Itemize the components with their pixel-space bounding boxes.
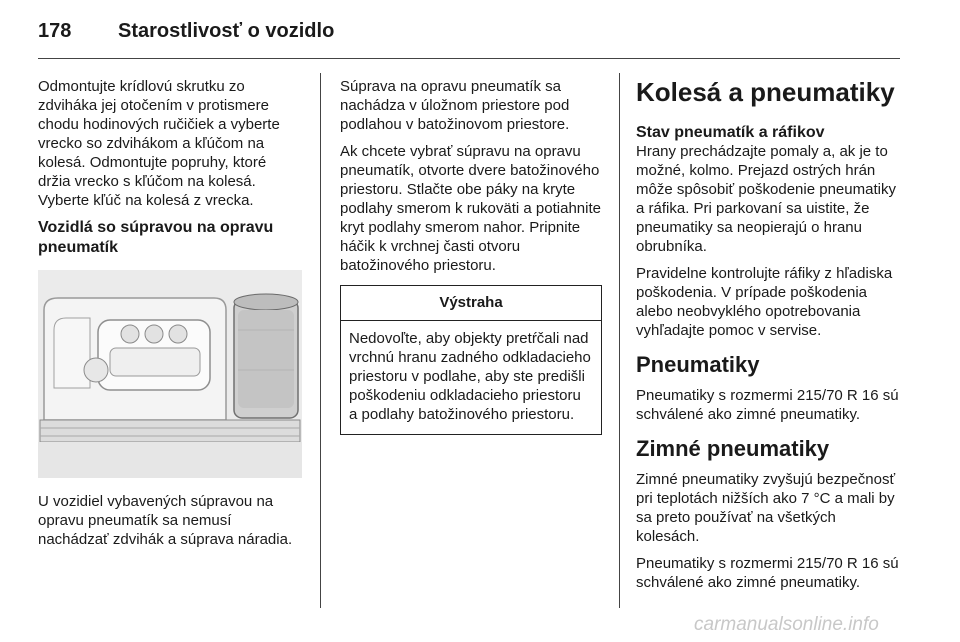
tire-repair-kit-figure <box>38 270 302 478</box>
heading-tires: Pneumatiky <box>636 352 760 377</box>
heading-winter-tires: Zimné pneumatiky <box>636 436 830 461</box>
rim-check-paragraph: Pravidelne kontrolujte ráfiky z hľadiska poškodenia. V prípade poškodenia alebo neobvyklého opotrebovania vyhľadajte pomoc v servise. <box>636 265 893 339</box>
winter-tires-paragraph: Zimné pneumatiky zvyšujú bezpečnosť pri teplotách nižších ako 7 °C a mali by sa preto používať na všetkých kolesách. <box>636 471 896 545</box>
kit-location-paragraph: Súprava na opravu pneumatík sa nachádza v úložnom priestore pod podlahou v batožinovom priestore. <box>340 78 570 133</box>
page-number: 178 <box>38 20 72 42</box>
column-divider-2 <box>619 73 620 608</box>
kit-removal-paragraph: Ak chcete vybrať súpravu na opravu pneumatík, otvorte dvere batožinového priestoru. Stlačte obe páky na kryte podlahy smerom k rukoväti a potiahnite kryt podlahy smerom nahor. Pripnite háčik k vrchnej časti otvoru batožinového priestoru. <box>340 143 601 274</box>
tire-repair-kit-illustration <box>38 270 302 478</box>
column-3 <box>636 77 902 600</box>
page-title: Starostlivosť o vozidlo <box>118 20 335 42</box>
repair-kit-paragraph: U vozidiel vybavených súpravou na opravu pneumatík sa nemusí nachádzať zdvihák a súprava náradia. <box>38 493 293 548</box>
column-1 <box>38 77 302 557</box>
repair-kit-heading: Vozidlá so súpravou na opravu pneumatík <box>38 219 274 256</box>
winter-tires-approved-paragraph: Pneumatiky s rozmermi 215/70 R 16 sú schválené ako zimné pneumatiky. <box>636 555 899 591</box>
jack-removal-paragraph: Odmontujte krídlovú skrutku zo zdviháka jej otočením v protismere chodu hodinových ručičiek a vyberte vrecko so zdvihákom a kľúčom na kolesá. Odmontujte popruhy, ktoré držia vrecko s kľúčom na kolesá. Vyberte kľúč na kolesá z vrecka. <box>38 78 280 209</box>
page-header <box>38 12 900 56</box>
warning-box <box>340 285 602 435</box>
column-divider-1 <box>320 73 321 608</box>
section-heading-wheels-tires: Kolesá a pneumatiky <box>636 77 895 107</box>
warning-text: Nedovoľte, aby objekty pretŕčali nad vrchnú hranu zadného odkladacieho priestoru v podlahe, aby ste predišli poškodeniu odkladacieho priestoru a podlahy batožinového priestoru. <box>349 330 591 423</box>
column-2 <box>340 77 602 435</box>
tire-condition-paragraph: Hrany prechádzajte pomaly a, ak je to možné, kolmo. Prejazd ostrých hrán môže spôsobiť poškodenie pneumatiky a ráfika. Pri parkovaní sa uistite, že pneumatiky sa neopierajú o hranu obrubníka. <box>636 143 896 255</box>
header-rule <box>38 58 900 59</box>
warning-title: Výstraha <box>341 286 601 321</box>
watermark: carmanualsonline.info <box>694 614 879 635</box>
subheading-tire-condition: Stav pneumatík a ráfikov <box>636 124 825 141</box>
tires-approved-paragraph: Pneumatiky s rozmermi 215/70 R 16 sú schválené ako zimné pneumatiky. <box>636 387 899 423</box>
